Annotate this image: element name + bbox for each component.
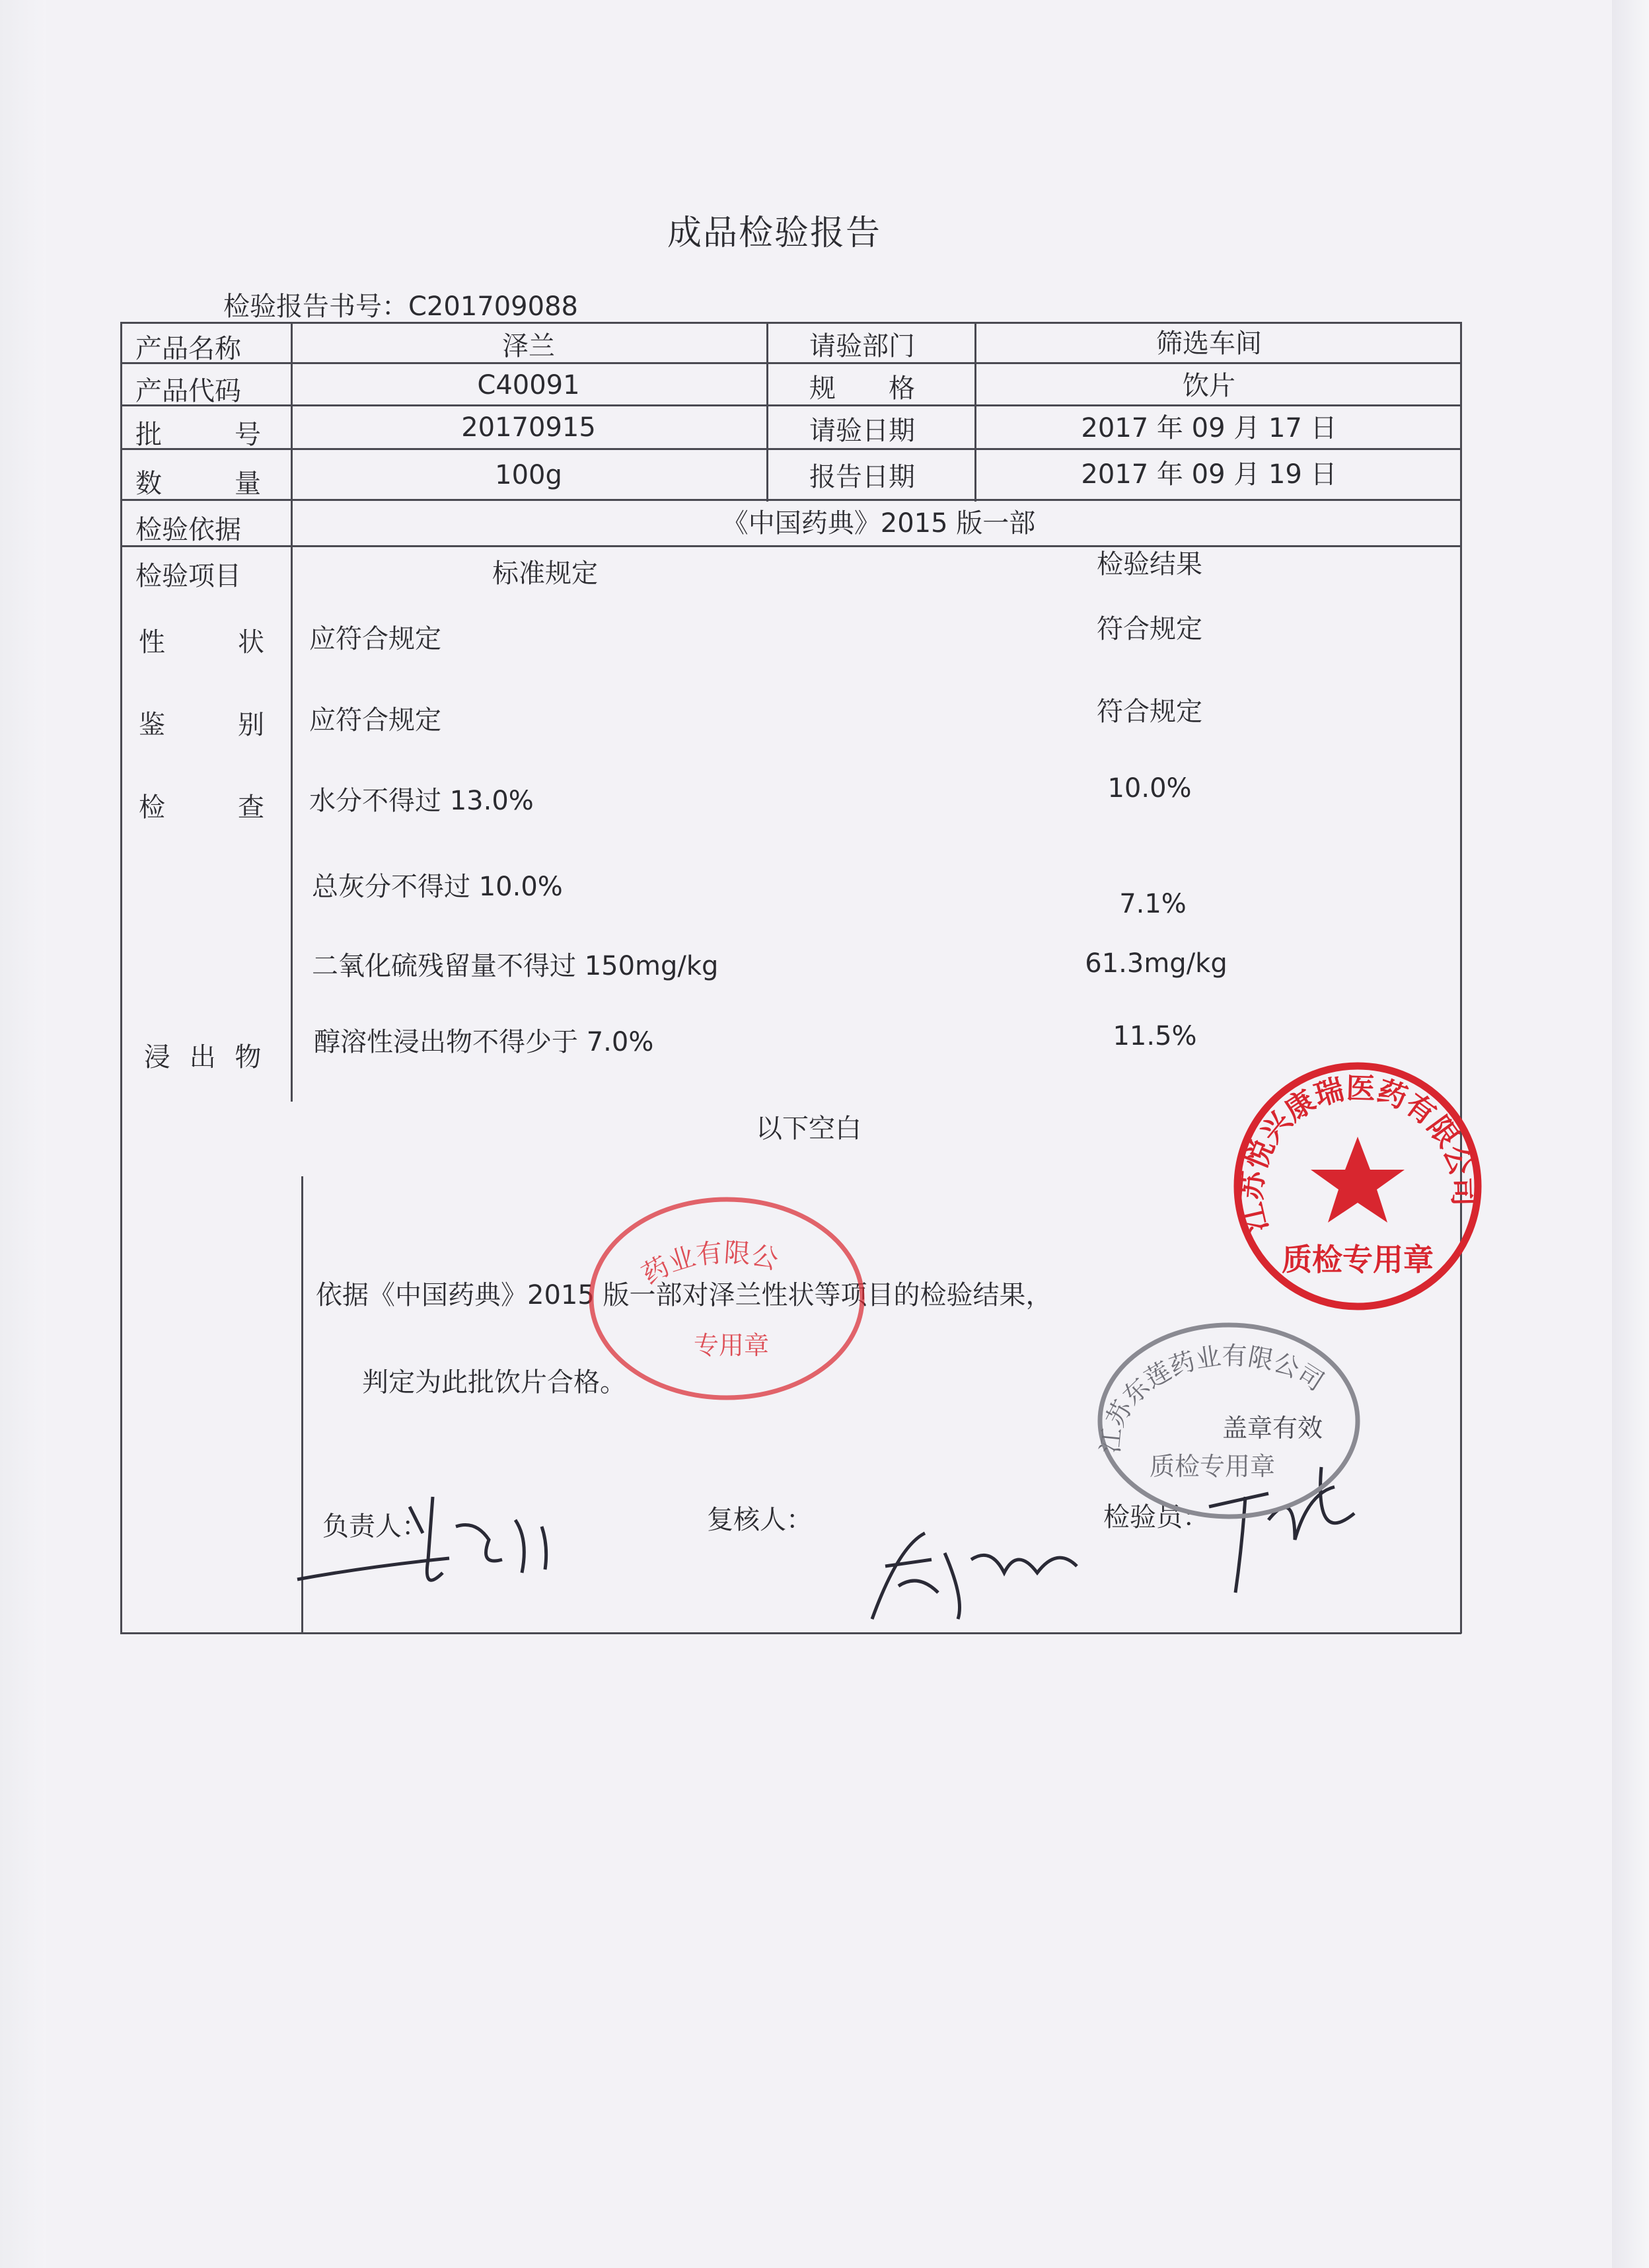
item-result: 7.1% [1119,889,1187,919]
item-label-b: 状 [238,627,264,658]
label-quantity-b: 量 [235,469,261,499]
label-quantity [135,463,261,500]
conclusion-line-2: 判定为此批饮片合格。 [362,1367,626,1398]
value-report-date: 2017 年 09 月 19 日 [1081,459,1337,490]
seal-purpose: 专用章 [694,1331,770,1360]
table-col-divider [291,322,293,1102]
value-request-dept: 筛选车间 [1156,328,1262,359]
blank-note: 以下空白 [756,1114,861,1144]
header-item: 检验项目 [135,561,241,591]
company-seal-red [1229,1057,1486,1315]
label-basis: 检验依据 [135,515,241,545]
table-border-right [1460,322,1462,1634]
value-request-date: 2017 年 09 月 17 日 [1081,413,1337,443]
item-standard: 应符合规定 [309,624,441,654]
item-label-a: 检 [139,792,165,823]
label-responsible: 负责人： [322,1511,428,1542]
item-standard: 水分不得过 13.0% [309,786,534,816]
table-col-divider [766,322,768,502]
paper-shadow-right [1612,0,1649,2268]
item-extract-label: 浸 出 物 [144,1042,267,1073]
label-request-dept: 请验部门 [809,331,915,361]
label-inspector: 检验员： [1103,1502,1209,1532]
table-rule [120,404,1461,406]
label-product-code: 产品代码 [135,376,241,406]
seal-company-name: 药业有限公 [637,1237,782,1291]
conclusion-line-1: 依据《中国药典》2015 版一部对泽兰性状等项目的检验结果， [316,1280,1052,1310]
report-number: 检验报告书号：C201709088 [223,291,578,322]
header-result: 检验结果 [1097,549,1202,580]
item-standard: 二氧化硫残留量不得过 150mg/kg [312,951,719,981]
company-seal-mid [581,1190,872,1408]
item-result: 符合规定 [1097,697,1202,727]
label-report-date: 报告日期 [809,462,915,492]
item-label-b: 查 [238,792,264,823]
paper-shadow-left [0,0,46,2268]
document-title: 成品检验报告 [667,213,882,253]
label-reviewer: 复核人： [707,1505,813,1535]
seal-company-name: 江苏悦兴康瑞医药有限公司 [1234,1071,1481,1236]
item-standard: 总灰分不得过 10.0% [312,872,563,902]
label-request-date: 请验日期 [809,416,915,446]
table-border-bottom [120,1632,1461,1634]
table-col-divider [974,322,976,502]
table-border-left [120,322,122,1634]
value-basis: 《中国药典》2015 版一部 [721,508,1036,539]
item-result: 符合规定 [1097,614,1202,644]
seal-company-name: 江苏东莲药业有限公司 [1095,1341,1329,1455]
table-rule [120,545,1461,547]
item-label-a: 鉴 [139,710,165,740]
item-inspection [139,786,264,824]
table-rule [120,448,1461,450]
signature-reviewer [859,1507,1097,1639]
value-batch: 20170915 [461,412,596,443]
company-seal-gray [1090,1315,1368,1527]
header-standard: 标准规定 [492,558,598,589]
value-spec: 饮片 [1183,371,1235,401]
signature-responsible [291,1480,608,1599]
label-batch-b: 号 [235,420,261,450]
value-product-name: 泽兰 [502,331,555,361]
value-quantity: 100g [495,460,562,490]
seal-purpose: 质检专用章 [1150,1452,1276,1481]
table-rule [120,362,1461,364]
label-batch-a: 批 [135,420,162,450]
item-result: 11.5% [1113,1021,1197,1051]
seal-purpose: 质检专用章 [1282,1242,1434,1277]
item-result: 10.0% [1107,773,1192,804]
item-standard: 应符合规定 [309,705,441,736]
item-standard: 醇溶性浸出物不得少于 7.0% [314,1027,654,1057]
value-product-code: C40091 [477,370,580,400]
item-result: 61.3mg/kg [1085,948,1228,979]
label-spec: 规 格 [809,373,915,404]
item-appearance [139,621,264,659]
label-quantity-a: 数 [135,469,162,499]
item-label-a: 性 [139,627,165,658]
label-product-name: 产品名称 [135,334,241,364]
item-label-b: 别 [238,710,264,740]
table-rule [120,499,1461,501]
item-identification [139,704,264,741]
seal-validity: 盖章有效 [1222,1414,1323,1443]
label-batch [135,414,261,451]
seal-ring [581,1190,872,1408]
